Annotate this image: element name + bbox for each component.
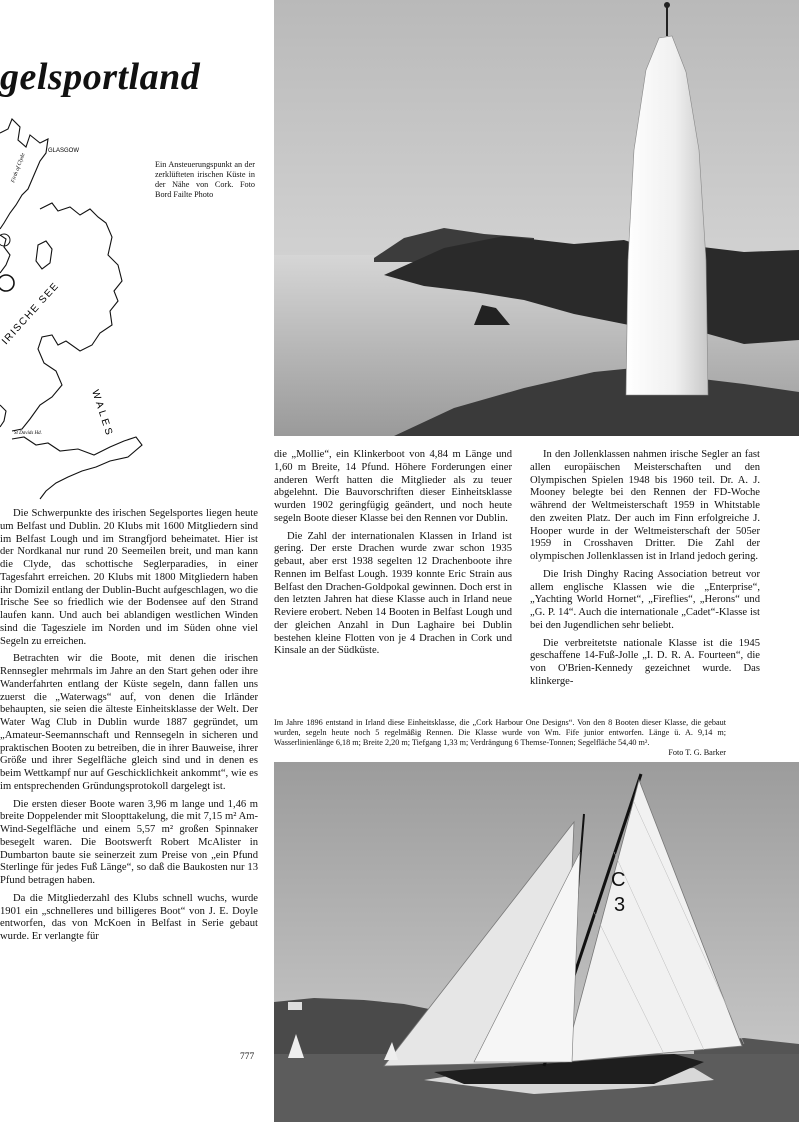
yacht-caption-text: Im Jahre 1896 entstand in Irland diese Einheitsklasse, die „Cork Harbour One Designs“. Von den 8 Booten dieser Klasse, die gebaut wurden, segeln heute noch 5 regelmäßig Rennen. Die Klasse wurde von Wm. Fife junior entworfen. Länge ü. A. 9,14 m; Wasserlinienlänge 6,18 m; Breite 2,20 m; Tiefgang 1,33 m; Verdrängung 6 Themse-Tonnen; Segelfläche 54,40 m². [274,718,726,747]
paragraph: Die Irish Dinghy Racing Association betreut vor allem englische Klassen wie die „Enterprise“, „Yachting World Hornet“, „Fireflies“, „Herons“ und „G. P. 14“. Auch die internationale „Cadet“-Klasse ist bei den Jugendlichen sehr beliebt. [530,568,760,631]
paragraph: Die Zahl der internationalen Klassen in Irland ist gering. Der erste Drachen wurde zwar schon 1935 gebaut, aber erst 1938 segelten 12 Drachenboote ihre Rennen im Belfast Lough. 1939 konnte Eric Strain aus Belfast den Drachen-Goldpokal gewinnen. Doch erst in den letzten Jahren hat diese Klasse auch in Irland neue Reviere erobert. Neben 14 Booten in Belfast Lough und der gleichen Anzahl in Dun Laghaire bei Dublin bestehen kleine Flotten von je 4 Drachen in Cork und Kinsale an der Südküste. [274,530,512,657]
paragraph: Die verbreitetste nationale Klasse ist die 1945 geschaffene 14-Fuß-Jolle „I. D. R. A. Fourteen“, die von O'Brien-Kennedy gezeichnet wurde. Das klinkerge- [530,637,760,687]
sail-number-digit: 3 [614,894,626,916]
shore-building [288,1002,302,1010]
lighthouse-caption-credit: Foto Bord Failte Photo [155,180,256,199]
yacht-caption-credit: Foto T. G. Barker [668,748,726,757]
paragraph: Da die Mitgliederzahl des Klubs schnell wuchs, wurde 1901 ein „schnelleres und billigeres Boot“ von J. E. Doyle entworfen, das von McKoen in Belfast in Serie gebaut wurde. Er verlangte für [0,892,258,942]
sail-number-letter: C [611,869,626,891]
yacht-caption [274,718,726,758]
map-coastline-wales-south [12,437,142,499]
text-column-2 [274,449,512,663]
text-column-3 [530,449,760,694]
article-title: gelsportland [0,56,201,98]
paragraph: Betrachten wir die Boote, mit denen die irischen Rennsegler mehrmals im Jahre an den Start gehen oder ihre Wanderfahrten entlang der Küste segeln, dann fallen uns zuerst die „Waterwags“ auf, von denen die Irländer behaupten, sie seien die älteste Einheitsklasse der Welt. Der Water Wag Club in Dublin wurde 1887 gegründet, um „Amateur-Seemannschaft und Rennsegeln in sicheren und praktischen Booten zu betreiben, die in ihrer Bauweise, ihrer Größe und ihrer Segelfläche gleich sind und in denen es beim Wettkampf nur auf Geschicklichkeit ankommt“, wie es im entsprechenden Gründungsprotokoll dargelegt ist. [0,653,258,792]
paragraph: Die ersten dieser Boote waren 3,96 m lange und 1,46 m breite Doppelender mit Sloopttakelung, die mit 7,15 m² Am-Wind-Segelfläche und einem 5,57 m² großen Spinnaker besegelt waren. Die Bootswerft Robert McAlister in Dumbarton baute sie seinerzeit zum Preise von „ein Pfund Sterlinge für jedes Fuß Länge“, so daß die Baukosten nur 13 Pfund betragen haben. [0,798,258,886]
map-coastline-ireland-east [0,405,6,427]
map-coastline-ireland [0,235,10,273]
map-label-st-davids: St Davids Hd. [14,431,42,436]
map-label-clyde: Firth of Clyde [10,152,27,184]
map-isle-of-man [36,241,52,269]
lighthouse-photo [274,0,799,436]
paragraph: In den Jollenklassen nahmen irische Segler an fast allen europäischen Meisterschaften und den Olympischen Spielen 1948 bis 1960 teil. Dr. A. J. Mooney belegte bei den Rennen der FD-Woche während der Weltmeisterschaft 1959 in Whitstable den zweiten Platz. Der auch im Finn erfolgreiche J. Hooper wurde in der Weltmeisterschaft der 505er 1959 in Crosshaven Dritter. Die Zahl der olympischen Jollenklassen ist in Irland jedoch gering. [530,449,760,562]
yacht-photo [274,762,799,1122]
lighthouse-caption-text: Ein Ansteuerungspunkt an der zerklüfteten irischen Küste in der Nähe von Cork. [155,160,255,189]
map-label-wales: WALES [89,388,115,440]
paragraph: die „Mollie“, ein Klinkerboot von 4,84 m Länge und 1,60 m Breite, 14 Pfund. Höhere Forderungen einer anderen Werft hatten die Mitglieder als zu teuer abgelehnt. Die Bauvorschriften dieser Einheitsklasse wurden 1902 geringfügig geändert, und noch heute segeln Boote dieser Klasse bei den Rennen vor Dublin. [274,449,512,524]
map-island [0,275,14,291]
map-label-irische-see: IRISCHE SEE [0,280,62,348]
lighthouse-caption [155,160,255,200]
page-number: 777 [240,1052,255,1062]
map-label-glasgow: GLASGOW [48,148,80,154]
paragraph: Die Schwerpunkte des irischen Segelsportes liegen heute um Belfast und Dublin. 20 Klubs mit 1600 Mitgliedern sind im Belfast Lough und im Strangfjord beheimatet. Hier ist der Nordkanal nur rund 20 Seemeilen breit, und man kann die Clyde, das schottische Seglerparadies, in einer Tagesfahrt erreichen. 20 Klubs mit 1800 Mitgliedern haben ihr Domizil entlang der Dublin-Bucht aufgeschlagen, wo die Irische See so friedlich wie der Bodensee auf den Strand laufen kann. Und auch bei ablandigen westlichen Winden sind die Tagesziele im Norden und im Süden ohne viel Segeln zu erreichen. [0,508,258,647]
irish-sea-map [0,105,150,500]
text-column-1 [0,508,258,949]
map-coastline-scotland [0,119,48,229]
